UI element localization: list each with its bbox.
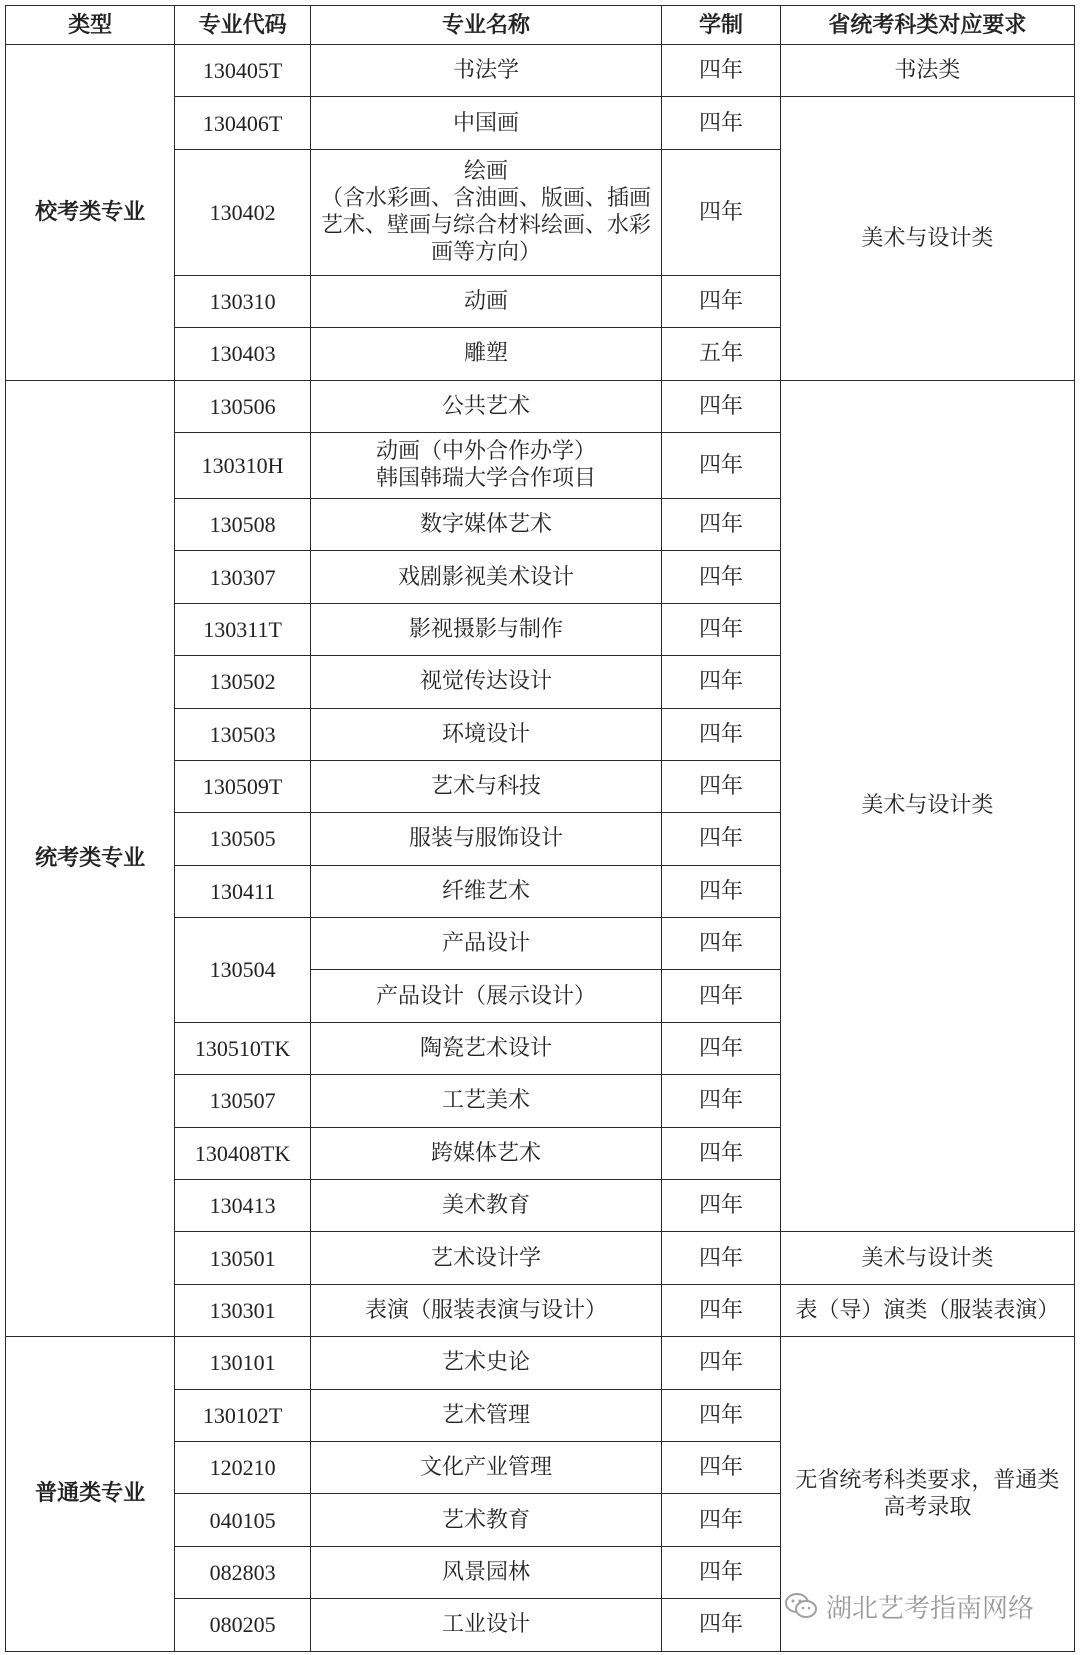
table-row [6,1337,1075,1389]
major-name: 美术教育 [310,1180,661,1232]
major-code: 080205 [175,1599,310,1651]
duration: 四年 [662,1546,781,1598]
major-code: 130505 [175,813,310,865]
watermark-text: 湖北艺考指南网络 [826,1593,1035,1624]
duration: 四年 [662,275,781,327]
major-name: 艺术史论 [310,1337,661,1389]
duration: 四年 [662,1337,781,1389]
major-code: 130402 [175,149,310,275]
requirement: 美术与设计类 [780,380,1074,1232]
header-name: 专业名称 [310,6,661,45]
major-name: 中国画 [310,97,661,149]
major-name: 数字媒体艺术 [310,498,661,550]
duration: 四年 [662,1389,781,1441]
requirement: 书法类 [780,45,1074,97]
table-row [6,45,1075,97]
major-name: 动画 [310,275,661,327]
major-name: 服装与服饰设计 [310,813,661,865]
major-name: 视觉传达设计 [310,656,661,708]
requirement: 美术与设计类 [780,1232,1074,1284]
duration: 四年 [662,1127,781,1179]
duration: 四年 [662,149,781,275]
major-code: 130411 [175,865,310,917]
group-label: 普通类专业 [6,1337,175,1651]
major-name [310,149,661,275]
majors-table [5,5,1075,1652]
major-code: 130501 [175,1232,310,1284]
requirement: 美术与设计类 [780,97,1074,380]
duration: 四年 [662,1599,781,1651]
wechat-icon [784,1592,818,1620]
duration: 四年 [662,865,781,917]
major-name-line: 韩国韩瑞大学合作项目 [376,466,597,492]
duration: 四年 [662,551,781,603]
major-name: 艺术设计学 [310,1232,661,1284]
group-label: 统考类专业 [6,380,175,1337]
major-name: 艺术教育 [310,1494,661,1546]
major-code: 130405T [175,45,310,97]
major-name: 艺术管理 [310,1389,661,1441]
major-code: 130504 [175,918,310,1023]
duration: 四年 [662,1232,781,1284]
duration: 四年 [662,380,781,432]
requirement-line: 无省统考科类要求，普通类 [795,1467,1060,1493]
major-code: 130102T [175,1389,310,1441]
major-name: 陶瓷艺术设计 [310,1022,661,1074]
duration: 四年 [662,813,781,865]
duration: 四年 [662,708,781,760]
header-row [6,6,1075,45]
major-code: 130307 [175,551,310,603]
major-name: 纤维艺术 [310,865,661,917]
duration: 四年 [662,1441,781,1493]
major-name: 环境设计 [310,708,661,760]
duration: 五年 [662,328,781,380]
major-code: 130101 [175,1337,310,1389]
header-requirement: 省统考科类对应要求 [780,6,1074,45]
major-name: 书法学 [310,45,661,97]
duration: 四年 [662,45,781,97]
table-row [6,380,1075,432]
major-code: 130310 [175,275,310,327]
requirement-line: 高考录取 [883,1494,972,1520]
header-code: 专业代码 [175,6,310,45]
header-duration: 学制 [662,6,781,45]
duration: 四年 [662,1284,781,1336]
major-code: 130311T [175,603,310,655]
header-type: 类型 [6,6,175,45]
major-code: 130413 [175,1180,310,1232]
major-code: 130310H [175,432,310,498]
duration: 四年 [662,760,781,812]
duration: 四年 [662,498,781,550]
duration: 四年 [662,432,781,498]
major-code: 082803 [175,1546,310,1598]
major-name: 文化产业管理 [310,1441,661,1493]
duration: 四年 [662,603,781,655]
major-code: 130503 [175,708,310,760]
duration: 四年 [662,1494,781,1546]
major-name-line: 画等方向） [431,240,542,266]
duration: 四年 [662,1180,781,1232]
major-code: 130510TK [175,1022,310,1074]
duration: 四年 [662,970,781,1022]
major-name: 表演（服装表演与设计） [310,1284,661,1336]
watermark [784,1586,1034,1626]
major-name-line: 绘画 [464,159,509,185]
major-code: 130301 [175,1284,310,1336]
major-name-line: 艺术、壁画与综合材料绘画、水彩 [321,213,652,239]
major-name: 工艺美术 [310,1075,661,1127]
major-name: 戏剧影视美术设计 [310,551,661,603]
group-label: 校考类专业 [6,45,175,381]
major-code: 130408TK [175,1127,310,1179]
duration: 四年 [662,97,781,149]
major-code: 130406T [175,97,310,149]
major-name: 影视摄影与制作 [310,603,661,655]
major-name: 产品设计 [310,918,661,970]
major-code: 130509T [175,760,310,812]
major-code: 120210 [175,1441,310,1493]
major-name: 艺术与科技 [310,760,661,812]
major-code: 040105 [175,1494,310,1546]
major-name: 公共艺术 [310,380,661,432]
major-name-line: （含水彩画、含油画、版画、插画 [321,186,652,212]
major-code: 130403 [175,328,310,380]
major-code: 130506 [175,380,310,432]
major-code: 130507 [175,1075,310,1127]
major-name: 产品设计（展示设计） [310,970,661,1022]
major-code: 130502 [175,656,310,708]
duration: 四年 [662,656,781,708]
major-name-line: 动画（中外合作办学） [376,439,597,465]
requirement: 表（导）演类（服装表演） [780,1284,1074,1336]
major-name: 风景园林 [310,1546,661,1598]
major-name [310,432,661,498]
major-name: 雕塑 [310,328,661,380]
major-code: 130508 [175,498,310,550]
major-name: 工业设计 [310,1599,661,1651]
duration: 四年 [662,1022,781,1074]
major-name: 跨媒体艺术 [310,1127,661,1179]
duration: 四年 [662,918,781,970]
duration: 四年 [662,1075,781,1127]
